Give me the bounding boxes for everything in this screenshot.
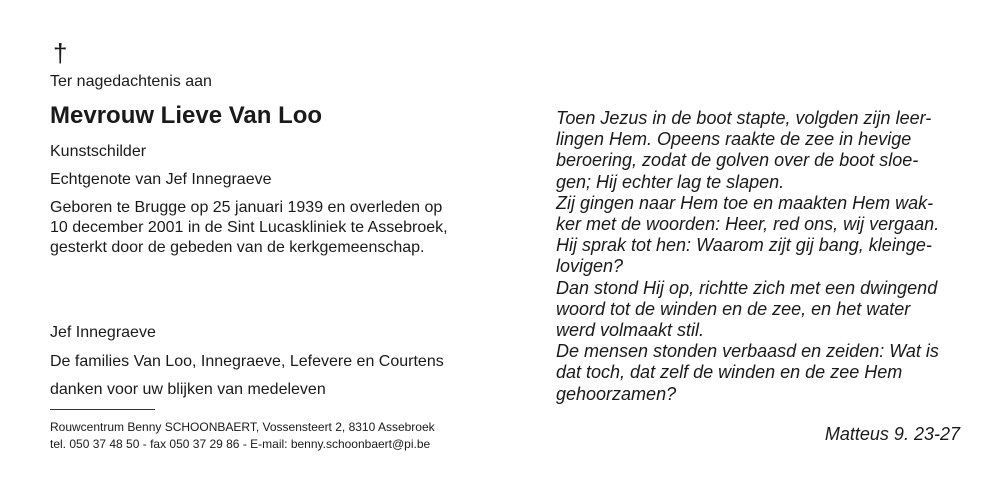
funeral-home-address: Rouwcentrum Benny SCHOONBAERT, Vossensteert 2, 8310 Assebroek: [50, 420, 435, 434]
scripture-line: Hij sprak tot hen: Waarom zijt gij bang, kleinge-: [556, 235, 932, 256]
divider-line: [50, 409, 155, 410]
deceased-name: Mevrouw Lieve Van Loo: [50, 102, 323, 129]
funeral-home-contact: tel. 050 37 48 50 - fax 050 37 29 86 - E-mail: benny.schoonbaert@pi.be: [50, 437, 431, 451]
scripture-line: lovigen?: [556, 256, 624, 277]
scripture-line: dat toch, dat zelf de winden en de zee Hem: [556, 362, 903, 383]
family-names: De families Van Loo, Innegraeve, Lefevere en Courtens: [50, 353, 444, 370]
family-person: Jef Innegraeve: [50, 324, 156, 341]
thanks-text: danken voor uw blijken van medeleven: [50, 381, 326, 398]
bio-line: gesterkt door de gebeden van de kerkgemeenschap.: [50, 239, 425, 256]
scripture-line: woord tot de winden en de zee, en het water: [556, 298, 911, 319]
scripture-line: Dan stond Hij op, richtte zich met een dwingend: [556, 277, 938, 298]
spouse-text: Echtgenote van Jef Innegraeve: [50, 171, 272, 188]
cross-icon: †: [53, 38, 68, 68]
bio-line: 10 december 2001 in de Sint Lucaskliniek te Assebroek,: [50, 219, 448, 236]
scripture-passage: [556, 108, 976, 405]
scripture-line: Zij gingen naar Hem toe en maakten Hem wak-: [556, 192, 934, 213]
scripture-line: De mensen stonden verbaasd en zeiden: Wat is: [556, 341, 939, 362]
occupation-text: Kunstschilder: [50, 143, 147, 160]
scripture-line: Toen Jezus in de boot stapte, volgden zijn leer-: [556, 108, 932, 128]
scripture-line: gen; Hij echter lag te slapen.: [556, 171, 785, 192]
scripture-line: beroering, zodat de golven over de boot sloe-: [556, 150, 919, 171]
intro-text: Ter nagedachtenis aan: [50, 73, 212, 90]
scripture-line: ker met de woorden: Heer, red ons, wij vergaan.: [556, 214, 940, 235]
scripture-line: gehoorzamen?: [556, 383, 677, 404]
scripture-reference: Matteus 9. 23-27: [824, 424, 960, 444]
scripture-line: lingen Hem. Opeens raakte de zee in hevige: [556, 129, 912, 150]
scripture-line: werd volmaakt stil.: [556, 320, 705, 341]
bio-line: Geboren te Brugge op 25 januari 1939 en overleden op: [50, 199, 443, 216]
